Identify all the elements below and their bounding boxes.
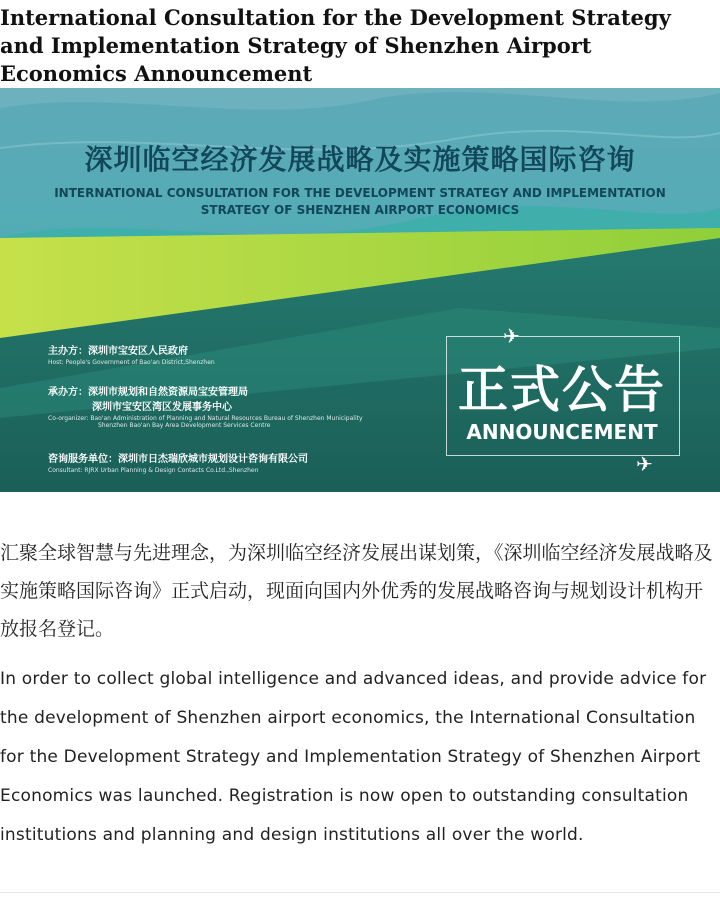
consultant-en: Consultant: RJRX Urban Planning & Design Contacts Co.Ltd.,Shenzhen [48,467,259,474]
coorg-en: Co-organizer: Bao'an Administration of Planning and Natural Resources Bureau of Shenzhen Municipality [48,415,363,422]
announcement-title-en: ANNOUNCEMENT [466,420,658,444]
airplane-icon: ✈ [636,452,653,476]
consultant-label: 咨询服务单位：深圳市日杰瑞欣城市规划设计咨询有限公司 [48,454,308,465]
intro-paragraph-en: In order to collect global intelligence and advanced ideas, and provide advice for the development of Shenzhen airport economics, the International Consultation for the Development Strategy and Implementation Strategy of Shenzhen Airport Economics was launched. Registration is now open to outstanding consultation institutions and planning and design institutions all over the world. [0,669,707,845]
banner-title-en: INTERNATIONAL CONSULTATION FOR THE DEVELOPMENT STRATEGY AND IMPLEMENTATION STRATEGY OF SHENZHEN AIRPORT ECONOMICS [54,186,666,217]
coorganizer-block [48,383,363,429]
coorg-second-line: 深圳市宝安区湾区发展事务中心 [92,402,232,413]
announcement-title-zh: 正式公告 [458,361,666,419]
divider [0,892,720,893]
host-block [48,342,215,366]
coorg-label: 承办方：深圳市规划和自然资源局宝安管理局 [48,387,248,398]
intro-paragraph-zh: 汇聚全球智慧与先进理念，为深圳临空经济发展出谋划策，《深圳临空经济发展战略及实施策略国际咨询》正式启动，现面向国内外优秀的发展战略咨询与规划设计机构开放报名登记。 [0,542,713,640]
coorg-en-second-line: Shenzhen Bao'an Bay Area Development Services Centre [98,422,271,429]
host-en: Host: People's Government of Bao'an District,Shenzhen [48,359,215,366]
announcement-banner [0,88,720,492]
page-title: International Consultation for the Development Strategy and Implementation Strategy of Shenzhen Airport Economics Announcement [0,5,671,86]
airplane-icon: ✈ [503,324,520,348]
consultant-block [48,450,308,474]
banner-title-zh: 深圳临空经济发展战略及实施策略国际咨询 [84,143,636,176]
host-label: 主办方：深圳市宝安区人民政府 [48,346,188,357]
